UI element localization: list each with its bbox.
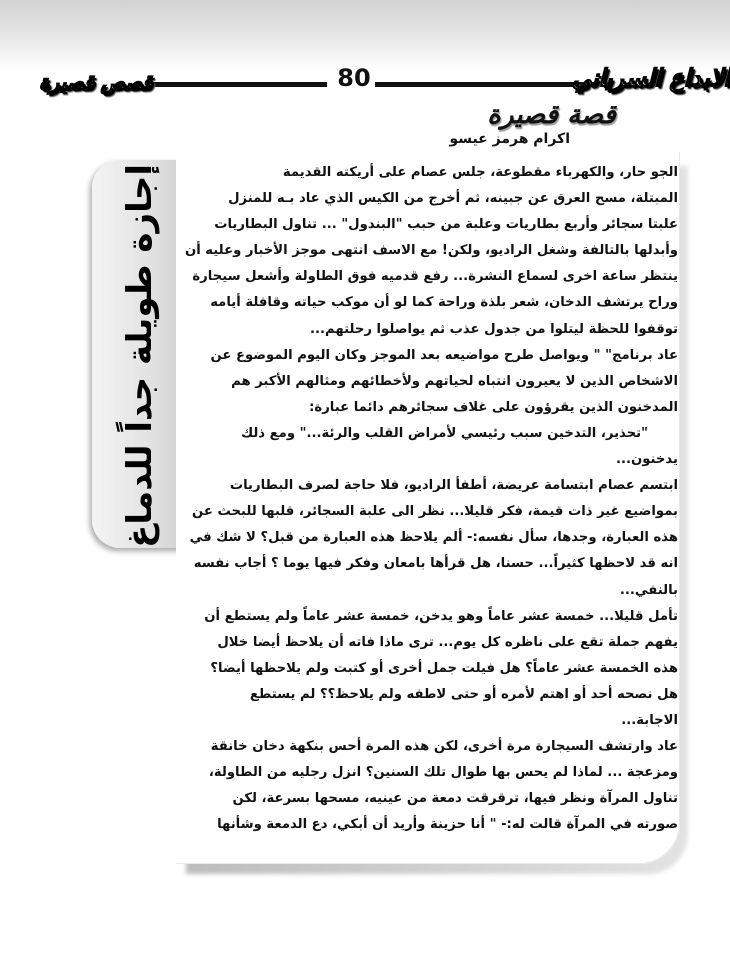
body-line: وراح يرتشف الدخان، شعر بلذة وراحة كما لو أن موكب حياته وقافلة أيامه: [210, 295, 678, 311]
body-line: المدخنون الذين يقرؤون على غلاف سجائرهم دائما عبارة:: [309, 399, 678, 415]
body-line: صورته في المرآة قالت له:- " أنا حزينة وأريد أن أبكي، دع الدمعة وشأنها: [217, 817, 678, 833]
body-line: المبتلة، مسح العرق عن جبينه، ثم أخرج من الكيس الذي عاد بـه للمنزل: [228, 191, 678, 207]
body-line: الجو حار، والكهرباء مقطوعة، جلس عصام على أريكته القديمة: [282, 165, 678, 180]
section-title: قصة قصيرة: [487, 100, 616, 130]
page-header: [0, 0, 730, 110]
body-line: الاجابة...: [621, 712, 678, 728]
body-line: الاشخاص الذين لا يعيرون انتباه لحياتهم ولأخطائهم ومثالهم الأكبر هم: [231, 373, 678, 389]
body-line: "تحذير، التدخين سبب رئيسي لأمراض القلب والرئة..." ومع ذلك: [241, 425, 648, 441]
body-line: بمواضيع غير ذات قيمة، فكر قليلا... نظر الى علبة السجائر، قلبها للبحث عن: [192, 504, 678, 520]
page-number: 80: [337, 64, 371, 92]
body-line: تأمل قليلا... خمسة عشر عاماً وهو يدخن، خمسة عشر عاماً ولم يستطع أن: [204, 608, 678, 624]
body-line: يفهم جملة تقع على ناظره كل يوم... ترى ماذا فاته أن يلاحظ أيضا خلال: [217, 634, 678, 650]
body-line: ابتسم عصام ابتسامة عريضة، أطفأ الراديو، فلا حاجة لصرف البطاريات: [229, 478, 678, 494]
body-line: هل نصحه أحد أو اهتم لأمره أو حتى لاطفه ولم يلاحظ؟؟ لم يستطع: [249, 686, 678, 702]
section-label: قصص قصيرة: [39, 70, 152, 94]
body-line: عاد برنامج" " ويواصل طرح مواضيعه بعد الموجز وكان اليوم الموضوع عن: [210, 347, 678, 363]
body-line: تناول المرآة ونظر فيها، ترقرقت دمعة من عينيه، مسحها بسرعة، لكن: [232, 791, 678, 807]
author-name: اكرام هرمز عيسو: [449, 131, 570, 147]
body-line: ينتظر ساعة اخرى لسماع النشرة... رفع قدميه فوق الطاولة وأشعل سيجارة: [192, 269, 678, 285]
body-line: بالنفي...: [619, 582, 678, 598]
body-line: عاد وارتشف السيجارة مرة أخرى، لكن هذه المرة أحس بنكهة دخان خانقة: [210, 739, 678, 755]
body-line: هذه العبارة، وجدها، سأل نفسه:- ألم يلاحظ هذه العبارة من قبل؟ لا شك في: [189, 530, 678, 546]
magazine-title: الابداع السرياني: [571, 64, 730, 92]
body-line: توقفوا للحظة ليتلوا من جدول عذب ثم يواصلوا رحلتهم...: [310, 321, 678, 337]
header-rule-left: [152, 82, 327, 87]
body-line: هذه الخمسة عشر عاماً؟ هل فيلت جمل أخرى أو كتبت ولم يلاحظها أيضا؟: [210, 660, 678, 676]
story-title: إجازة طويلة جداً للدماغ: [120, 164, 160, 548]
body-line: علبتا سجائر وأربع بطاريات وعلبة من حبب "البندول" ... تناول البطاريات: [214, 217, 678, 233]
body-line: انه قد لاحظها كثيراً... حسنا، هل قرأها بامعان وفكر فيها يوما ؟ أجاب نفسه: [193, 556, 678, 572]
body-line: وأبدلها بالتالفة وشغل الراديو، ولكن! مع الاسف انتهى موجز الأخبار وعليه أن: [184, 243, 678, 259]
body-line: يدخنون...: [615, 452, 678, 468]
story-body: [182, 160, 678, 838]
body-line: ومزعجة ... لماذا لم يحس بها طوال تلك السنين؟ انزل رجليه من الطاولة،: [208, 765, 678, 781]
